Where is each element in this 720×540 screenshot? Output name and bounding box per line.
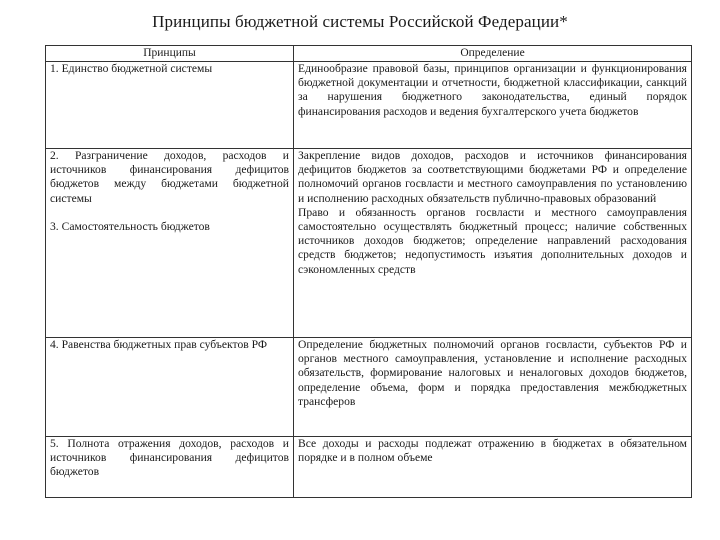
table-row [46,338,692,437]
principle-cell [46,149,294,338]
principle-text-secondary: 3. Самостоятельность бюджетов [50,219,210,233]
definition-cell: Единообразие правовой базы, принципов организации и функционирования бюджетной документации и отчетности, бюджетной классификации, санкций за нарушения бюджетного законодательства, единый порядок финансирования расходов и ведения бухгалтерского учета бюджетов [294,62,692,149]
definition-cell: Определение бюджетных полномочий органов госвласти, субъектов РФ и органов местного самоуправления, установление и исполнение расходных обязательств, формирование налоговых и неналоговых доходов бюджетов, определение объема, форм и порядка предоставления межбюджетных трансферов [294,338,692,437]
definition-cell: Все доходы и расходы подлежат отражению в бюджетах в обязательном порядке и в полном объеме [294,437,692,498]
table-row [46,149,692,338]
principles-table [45,45,692,498]
definition-text: Закрепление видов доходов, расходов и источников финансирования дефицитов бюджетов за соответствующими бюджетами РФ и определение полномочий органов госвласти и местного самоуправления по установлению и исполнению расходных обязательств публично-правовых образований [298,149,687,205]
principle-cell: 1. Единство бюджетной системы [46,62,294,149]
definition-text-secondary: Право и обязанность органов госвласти и местного самоуправления самостоятельно осуществлять бюджетный процесс; наличие собственных источников доходов бюджетов; определение направлений расходования средств бюджетов; недопустимость изъятия дополнительных доходов и сэкономленных средств [298,205,687,276]
table-header-row [46,46,692,62]
table-row [46,62,692,149]
column-header-principles: Принципы [46,46,294,62]
table-row [46,437,692,498]
principle-cell: 4. Равенства бюджетных прав субъектов РФ [46,338,294,437]
principle-text: 2. Разграничение доходов, расходов и источников финансирования дефицитов бюджетов между бюджетами бюджетной системы [50,149,289,205]
principle-cell: 5. Полнота отражения доходов, расходов и источников финансирования дефицитов бюджетов [46,437,294,498]
column-header-definition: Определение [294,46,692,62]
definition-cell [294,149,692,338]
page-title: Принципы бюджетной системы Российской Федерации* [152,12,568,31]
